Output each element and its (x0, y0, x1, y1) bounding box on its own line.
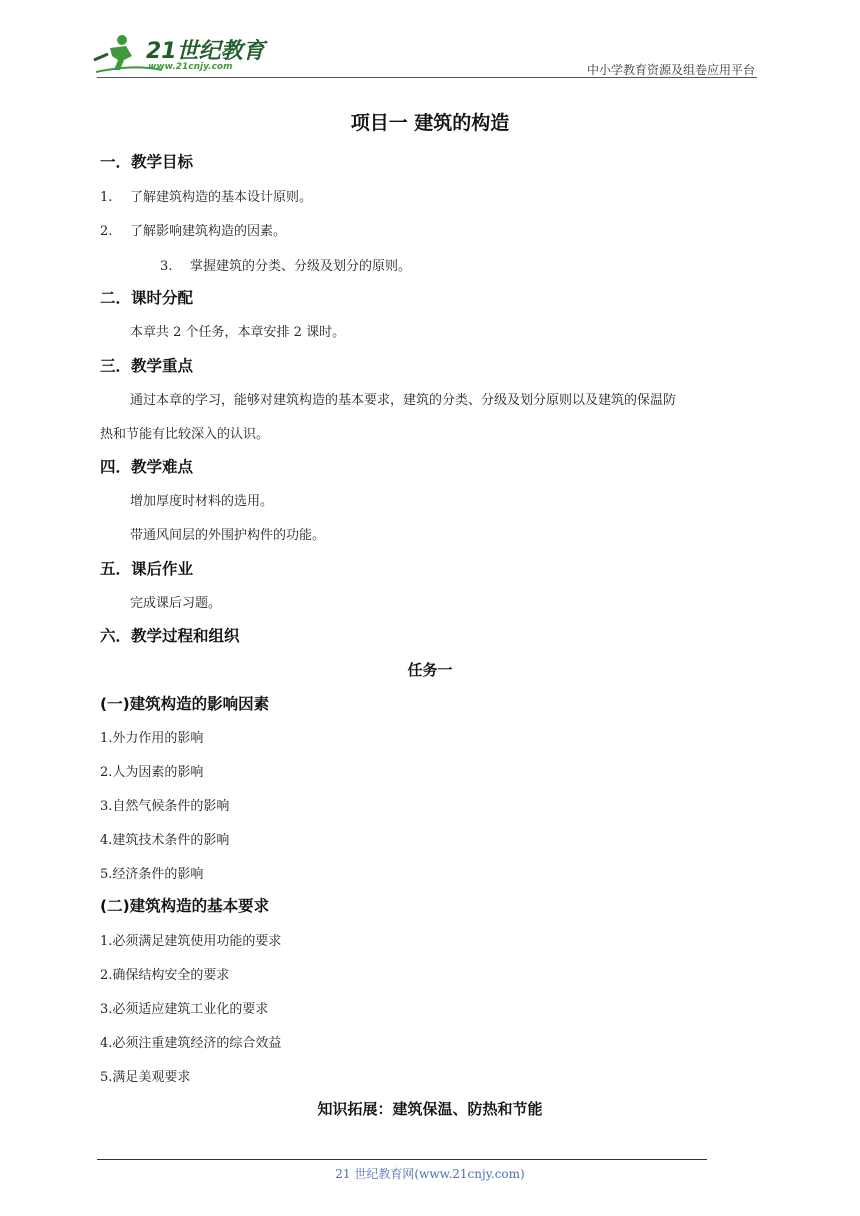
list-item: 2.确保结构安全的要求 (100, 968, 230, 983)
heading-key-points: 三．教学重点 (100, 357, 194, 375)
list-num: 3. (160, 259, 173, 274)
task-title: 任务一 (407, 661, 453, 679)
list-item: 1.必须满足建筑使用功能的要求 (100, 934, 282, 949)
hours-text: 本章共 2 个任务，本章安排 2 课时。 (130, 325, 346, 340)
heading-hours: 二．课时分配 (100, 289, 194, 307)
extension-title: 知识拓展：建筑保温、防热和节能 (317, 1100, 543, 1118)
heading-difficulties: 四．教学难点 (100, 458, 194, 476)
list-item: 4.建筑技术条件的影响 (100, 833, 230, 848)
list-item: 1.外力作用的影响 (100, 731, 204, 746)
key-points-line1: 通过本章的学习，能够对建筑构造的基本要求，建筑的分类、分级及划分原则以及建筑的保温防 (130, 393, 677, 408)
list-item: 3.自然气候条件的影响 (100, 799, 230, 814)
difficulties-line2: 带通风间层的外围护构件的功能。 (130, 528, 326, 543)
key-points-line2: 热和节能有比较深入的认识。 (100, 427, 270, 442)
heading-process: 六．教学过程和组织 (100, 627, 240, 645)
platform-label: 中小学教育资源及组卷应用平台 (586, 63, 755, 77)
list-item: 5.满足美观要求 (100, 1070, 191, 1085)
header-divider (97, 77, 757, 78)
list-item (160, 255, 411, 274)
list-num: 2. (100, 224, 113, 239)
heading-objectives: 一．教学目标 (100, 153, 194, 171)
logo-text: 21世纪教育 (146, 39, 265, 64)
list-text: 了解影响建筑构造的因素。 (130, 224, 287, 239)
heading-homework: 五．课后作业 (100, 560, 194, 578)
page-title: 项目一 建筑的构造 (350, 112, 510, 134)
list-text: 了解建筑构造的基本设计原则。 (130, 190, 313, 205)
logo-url: www.21cnjy.com (148, 62, 233, 72)
list-item: 5.经济条件的影响 (100, 867, 204, 882)
list-item: 4.必须注重建筑经济的综合效益 (100, 1036, 282, 1051)
list-item: 3.必须适应建筑工业化的要求 (100, 1002, 269, 1017)
footer-divider (97, 1159, 707, 1160)
list-item (100, 186, 312, 205)
part2-heading: (二)建筑构造的基本要求 (100, 897, 270, 915)
difficulties-line1: 增加厚度时材料的选用。 (130, 494, 274, 509)
list-text: 掌握建筑的分类、分级及划分的原则。 (190, 259, 412, 274)
homework-text: 完成课后习题。 (130, 596, 222, 611)
list-item (100, 220, 286, 239)
part1-heading: (一)建筑构造的影响因素 (100, 695, 270, 713)
list-item: 2.人为因素的影响 (100, 765, 204, 780)
list-num: 1. (100, 190, 113, 205)
footer-link[interactable]: 21 世纪教育网(www.21cnjy.com) (335, 1167, 525, 1181)
